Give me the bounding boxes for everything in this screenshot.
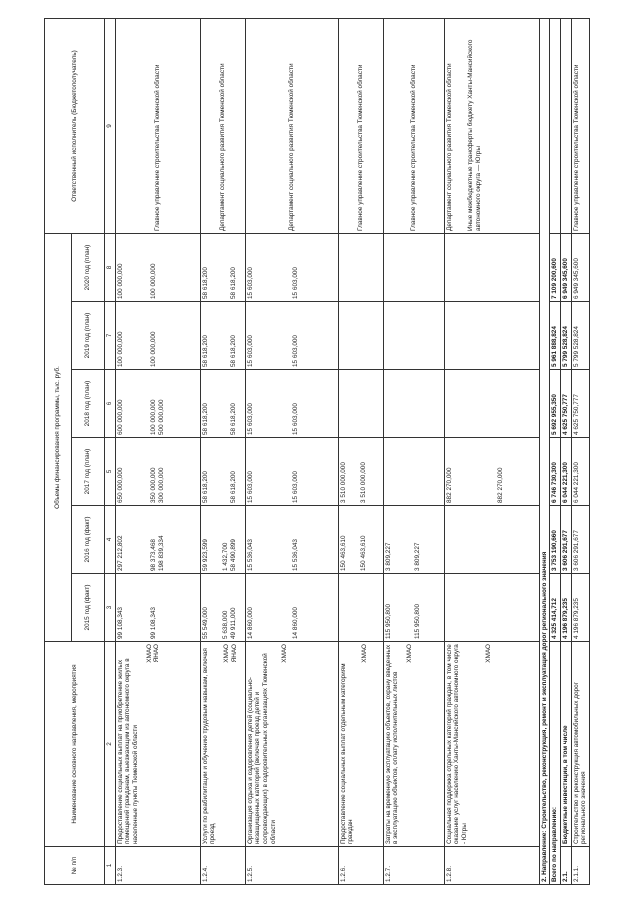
value: 15 603,000 (246, 403, 254, 435)
row-name: Затраты на временную эксплуатацию объектов, охрану введенных в эксплуатацию объектов, оплату исполнительных листов (384, 644, 400, 844)
values-cell (338, 506, 383, 574)
total-value: 5 961 888,824 (550, 302, 561, 370)
value: 58 618,200 (230, 335, 238, 367)
value: 6 949 345,600 (571, 234, 589, 302)
row-num: 1.2.8. (444, 847, 539, 885)
row-name: Бюджетные инвестиции, в том числе (561, 642, 572, 847)
empty-cell (550, 19, 561, 234)
value: 49 911,000 (230, 607, 238, 639)
table-row (115, 19, 200, 885)
values-cell (444, 302, 539, 370)
row-num: 1.2.5. (245, 847, 338, 885)
values-cell (383, 302, 444, 370)
header-year: 2018 год (план) (72, 370, 105, 438)
value: 4 625 750,777 (571, 370, 589, 438)
values-cell (338, 234, 383, 302)
col-index: 2 (105, 642, 116, 847)
value: 882 270,000 (445, 467, 453, 503)
table-row (561, 19, 572, 885)
header-year: 2017 год (план) (72, 438, 105, 506)
sub-label: ХМАО (145, 644, 153, 663)
col-index: 5 (105, 438, 116, 506)
value: 5 799 528,824 (571, 302, 589, 370)
values-cell (383, 574, 444, 642)
value: 150 463,610 (339, 535, 347, 571)
executor: Главное управление строительства Тюменской области (571, 19, 589, 234)
row-name-cell (338, 642, 383, 847)
values-cell (245, 574, 338, 642)
value: 115 950,800 (414, 603, 422, 639)
row-name: Предоставление социальных выплат отдельным категориям граждан (339, 663, 355, 844)
executor: Департамент социального развития Тюменской области (200, 19, 245, 234)
values-cell (245, 438, 338, 506)
total-value: 3 753 190,660 (550, 506, 561, 574)
value: 1 432,700 (222, 542, 230, 571)
total-value: 7 109 200,600 (550, 234, 561, 302)
executor-extra: Иные межбюджетные трансферты бюджету Ханты-Мансийского автономного округа — Югры (467, 39, 483, 231)
header-executor: Ответственный исполнитель (Бюджетополучатель) (45, 19, 105, 234)
row-num: 2.1. (561, 847, 572, 885)
col-index: 4 (105, 506, 116, 574)
financing-table (44, 18, 590, 885)
value: 6 044 221,300 (571, 438, 589, 506)
row-num: 2.1.1. (571, 847, 589, 885)
value: 58 618,200 (230, 267, 238, 299)
value: 150 463,610 (360, 535, 368, 571)
col-index: 8 (105, 234, 116, 302)
value: 14 860,000 (292, 607, 300, 639)
values-cell (200, 438, 245, 506)
values-cell (115, 302, 200, 370)
values-cell (338, 574, 383, 642)
value: 58 618,200 (201, 403, 209, 435)
row-num: 1.2.6. (338, 847, 383, 885)
col-index: 3 (105, 574, 116, 642)
values-cell (338, 370, 383, 438)
values-cell (444, 438, 539, 506)
sub-label: ХМАО (406, 644, 414, 663)
sub-label: ХМАО (484, 644, 492, 663)
sub-label: ХМАО (361, 644, 369, 663)
total-label: Всего по направлению: (550, 642, 561, 885)
value: 99 108,343 (150, 607, 158, 639)
value: 15 603,000 (246, 335, 254, 367)
values-cell (245, 234, 338, 302)
value: 15 536,043 (292, 539, 300, 571)
value: 15 603,000 (246, 267, 254, 299)
values-cell (200, 574, 245, 642)
empty-cell (561, 19, 572, 234)
value: 350 000,000 (150, 467, 158, 503)
value: 99 108,343 (116, 607, 124, 639)
value: 3 606 291,677 (561, 506, 572, 574)
table-header-row (45, 19, 72, 885)
value: 500 000,000 (158, 399, 166, 435)
value: 100 000,000 (150, 331, 158, 367)
value: 6 044 221,300 (561, 438, 572, 506)
value: 4 625 750,777 (561, 370, 572, 438)
value: 55 549,000 (201, 607, 209, 639)
row-name-cell (245, 642, 338, 847)
column-index-row (105, 19, 116, 885)
value: 198 839,334 (158, 535, 166, 571)
row-name: Организация отдыха и оздоровления детей (социально-незащищенных категорий (включая проезд детей и сопровождающих) в оздоровительных организациях Тюменской области (246, 653, 277, 844)
header-year: 2015 год (факт) (72, 574, 105, 642)
row-num: 1.2.7. (383, 847, 444, 885)
values-cell (115, 370, 200, 438)
values-cell (245, 506, 338, 574)
value: 15 603,000 (292, 267, 300, 299)
header-year: 2019 год (план) (72, 302, 105, 370)
values-cell (115, 234, 200, 302)
executor: Департамент социального развития Тюменской области (445, 63, 453, 231)
table-row (383, 19, 444, 885)
values-cell (200, 370, 245, 438)
values-cell (245, 370, 338, 438)
values-cell (245, 302, 338, 370)
value: 100 000,000 (150, 263, 158, 299)
header-financing: Объемы финансирования программы, тыс. руб. (45, 234, 72, 642)
value: 59 923,599 (201, 539, 209, 571)
executor: Главное управление строительства Тюменской области (383, 19, 444, 234)
total-value: 4 325 414,712 (550, 574, 561, 642)
table-row (200, 19, 245, 885)
value: 3 510 000,000 (339, 462, 347, 503)
value: 115 950,800 (384, 603, 392, 639)
col-index: 1 (105, 847, 116, 885)
values-cell (200, 234, 245, 302)
value: 3 510 000,000 (360, 462, 368, 503)
sub-label: ЯНАО (230, 644, 238, 663)
col-index: 7 (105, 302, 116, 370)
values-cell (444, 574, 539, 642)
col-index: 9 (105, 19, 116, 234)
values-cell (383, 506, 444, 574)
values-cell (200, 302, 245, 370)
value: 15 603,000 (292, 471, 300, 503)
header-year: 2016 год (факт) (72, 506, 105, 574)
total-value: 6 746 730,300 (550, 438, 561, 506)
value: 15 536,043 (246, 539, 254, 571)
values-cell (444, 370, 539, 438)
values-cell (338, 438, 383, 506)
value: 58 618,200 (230, 403, 238, 435)
values-cell (444, 234, 539, 302)
row-name-cell (383, 642, 444, 847)
value: 15 603,000 (292, 403, 300, 435)
table-row (338, 19, 383, 885)
value: 100 000,000 (116, 331, 124, 367)
row-num: 1.2.3. (115, 847, 200, 885)
values-cell (383, 438, 444, 506)
value: 300 000,000 (158, 467, 166, 503)
sub-label: ХМАО (281, 644, 289, 663)
values-cell (115, 438, 200, 506)
row-name-cell (200, 642, 245, 847)
row-name: Предоставление социальных выплат на приобретение жилых помещений гражданам, выезжающим из автономного округа в населенные пункты Тюменской области (116, 658, 140, 844)
value: 3 809,227 (414, 542, 422, 571)
total-value: 5 692 955,350 (550, 370, 561, 438)
row-name: Социальная поддержка отдельных категорий граждан, в том числе оказание услуг населению Ханты-Мансийского автономного округа - Югры (445, 644, 469, 844)
header-year: 2020 год (план) (72, 234, 105, 302)
section-title-row (539, 19, 550, 885)
values-cell (200, 506, 245, 574)
values-cell (444, 506, 539, 574)
row-num: 1.2.4. (200, 847, 245, 885)
executor: Главное управление строительства Тюменской области (338, 19, 383, 234)
value: 58 618,200 (230, 471, 238, 503)
row-name-cell (115, 642, 200, 847)
value: 98 373,468 (150, 539, 158, 571)
table-row (571, 19, 589, 885)
table-row (444, 19, 539, 885)
value: 58 618,200 (201, 335, 209, 367)
values-cell (115, 574, 200, 642)
value: 3 809,227 (384, 542, 392, 571)
table-row-total (550, 19, 561, 885)
value: 58 618,200 (201, 471, 209, 503)
value: 650 000,000 (116, 467, 124, 503)
value: 4 196 879,235 (571, 574, 589, 642)
values-cell (383, 370, 444, 438)
value: 100 000,000 (150, 399, 158, 435)
value: 6 949 345,600 (561, 234, 572, 302)
sub-label: ЯНАО (153, 644, 161, 663)
sub-label: ХМАО (223, 644, 231, 663)
table-row (245, 19, 338, 885)
value: 4 196 879,235 (561, 574, 572, 642)
row-name: Услуги по реабилитации и обучению трудовым навыкам, включая проезд (201, 648, 217, 844)
executor: Департамент социального развития Тюменской области (245, 19, 338, 234)
value: 58 618,200 (201, 267, 209, 299)
value: 600 000,000 (116, 399, 124, 435)
value: 58 490,899 (230, 539, 238, 571)
executor: Главное управление строительства Тюменской области (115, 19, 200, 234)
value: 5 638,000 (222, 610, 230, 639)
row-name-cell (444, 642, 539, 847)
section-title: 2. Направление: Строительство, реконструкция, ремонт и эксплуатация дорог регионального значения (539, 19, 550, 885)
col-index: 6 (105, 370, 116, 438)
value: 5 799 528,824 (561, 302, 572, 370)
value: 15 603,000 (292, 335, 300, 367)
value: 297 212,802 (116, 535, 124, 571)
value: 15 603,000 (246, 471, 254, 503)
values-cell (383, 234, 444, 302)
header-num: № п/п (45, 847, 105, 885)
value: 882 270,000 (497, 467, 505, 503)
executor-cell (444, 19, 539, 234)
value: 14 860,000 (246, 607, 254, 639)
value: 3 606 291,677 (571, 506, 589, 574)
value: 100 000,000 (116, 263, 124, 299)
values-cell (338, 302, 383, 370)
row-name: Строительство и реконструкция автомобильных дорог регионального значения (571, 642, 589, 847)
values-cell (115, 506, 200, 574)
header-name: Наименование основного направления, мероприятия (45, 642, 105, 847)
